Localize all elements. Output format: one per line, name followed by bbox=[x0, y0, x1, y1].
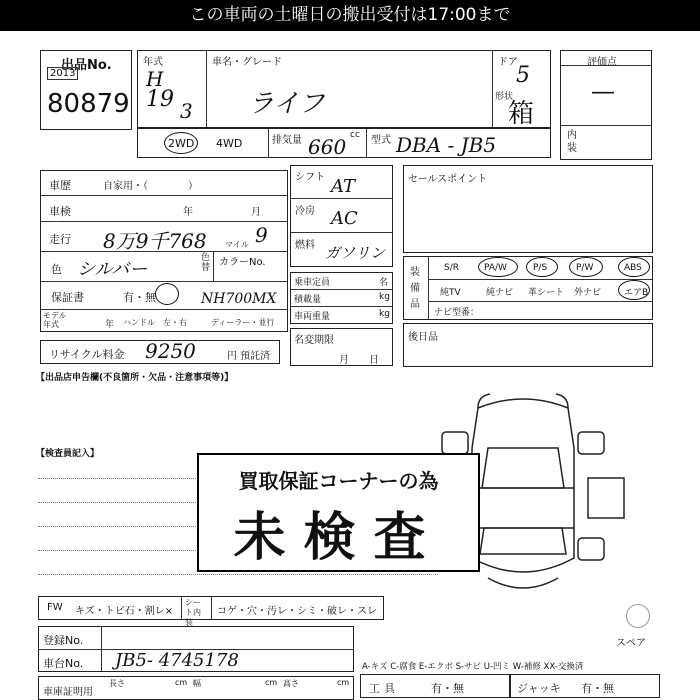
score-box bbox=[560, 50, 652, 160]
recycle-box bbox=[40, 340, 280, 364]
inspector-label: 【検査員記入】 bbox=[36, 449, 100, 459]
year-month: 3 bbox=[180, 99, 193, 123]
recycle-value: 9250 bbox=[145, 339, 196, 363]
tools-label: 工具 bbox=[369, 682, 399, 695]
shift-label: シフト bbox=[295, 172, 325, 183]
displacement-value: 660 bbox=[308, 135, 347, 159]
equip-abs-circle bbox=[618, 257, 650, 277]
equip-airbag: エアB bbox=[624, 288, 649, 298]
spare-tire-icon bbox=[626, 604, 650, 628]
equip-paw: PA/W bbox=[484, 263, 507, 273]
stamp-line2: 未検査 bbox=[233, 508, 444, 568]
doors-label: ドア bbox=[498, 57, 518, 68]
mech-box bbox=[290, 165, 393, 267]
shape-label: 形状 bbox=[495, 92, 514, 102]
color-change-label: 色替 bbox=[201, 253, 211, 273]
later-box bbox=[403, 323, 653, 367]
chassis-value: JB5- 4745178 bbox=[115, 650, 239, 671]
model-year-handle: ハンドル 左・右 bbox=[123, 318, 187, 327]
mileage-label: 走行 bbox=[49, 233, 71, 246]
equip-paw-circle bbox=[478, 257, 518, 277]
equip-navi-model: ナビ型番： bbox=[434, 308, 480, 318]
drive-4wd: 4WD bbox=[216, 137, 243, 150]
drive-2wd-circle bbox=[164, 132, 198, 154]
model-year-year: 年 bbox=[105, 320, 115, 330]
type-value: DBA - JB5 bbox=[396, 133, 497, 157]
load-label: 積載量 bbox=[294, 295, 322, 305]
year-era: H bbox=[146, 67, 164, 91]
displacement-cc: cc bbox=[350, 130, 360, 140]
recycle-unit: 円 預託済 bbox=[227, 351, 271, 362]
fuel-label: 燃料 bbox=[295, 240, 315, 251]
fuel-value: ガソリン bbox=[325, 244, 386, 262]
load-unit: kg bbox=[379, 292, 390, 302]
displacement-label: 排気量 bbox=[272, 135, 302, 146]
cert-height-cm: cm bbox=[337, 678, 350, 687]
cert-length-cm: cm bbox=[175, 678, 188, 687]
name-change-box bbox=[290, 328, 399, 366]
cert-box bbox=[38, 676, 354, 700]
spare-label: スペア bbox=[616, 638, 646, 649]
shape-value: 箱 bbox=[508, 99, 535, 129]
capacity-label: 乗車定員 bbox=[294, 278, 331, 288]
sales-label: セールスポイント bbox=[408, 174, 488, 185]
model-box bbox=[137, 50, 551, 128]
interior-label: 内装 bbox=[567, 130, 577, 154]
drive-box bbox=[137, 128, 551, 158]
tools-value: 有・無 bbox=[431, 682, 464, 695]
equip-leather: 革シート bbox=[528, 288, 565, 298]
cert-width-cm: cm bbox=[265, 678, 278, 687]
capacity-unit: 名 bbox=[379, 278, 389, 288]
drive-2wd: 2WD bbox=[168, 137, 195, 150]
equipment-label: 装備品 bbox=[410, 267, 420, 310]
seat-label: シート内装 bbox=[185, 598, 201, 627]
mileage-value: 8万9千768 bbox=[103, 229, 207, 253]
model-year-dealer: ディーラー・並行 bbox=[211, 318, 275, 327]
fw-label: FW bbox=[47, 602, 63, 613]
jack-value: 有・無 bbox=[581, 682, 614, 695]
equip-ps-circle bbox=[526, 257, 558, 277]
damage-codes-box bbox=[38, 596, 384, 627]
model-year-label: モデル年式 bbox=[43, 311, 67, 329]
equip-ext-navi: 外ナビ bbox=[574, 288, 602, 298]
recycle-label: リサイクル料金 bbox=[49, 348, 125, 361]
ac-label: 冷房 bbox=[295, 206, 315, 217]
color-no-label: カラーNo. bbox=[219, 257, 266, 268]
year-label: 年式 bbox=[143, 57, 163, 68]
mileage-unit: マイル bbox=[225, 240, 249, 249]
sales-box bbox=[403, 165, 653, 253]
chassis-label: 車台No. bbox=[43, 657, 84, 670]
name-change-unit: 月日 bbox=[339, 355, 399, 366]
inspection-year: 年 bbox=[183, 207, 193, 218]
model-name: ライフ bbox=[248, 89, 325, 119]
cert-label: 車庫証明用 bbox=[43, 687, 93, 698]
jack-label: ジャッキ bbox=[517, 682, 561, 695]
inspection-month: 月 bbox=[251, 207, 261, 218]
year-value: 19 bbox=[146, 87, 174, 112]
cert-height: 高さ bbox=[283, 679, 299, 688]
lot-number: 80879 bbox=[47, 89, 130, 119]
weight-label: 車両重量 bbox=[294, 312, 331, 322]
later-label: 後日品 bbox=[408, 332, 438, 343]
damage-legend: A-キズ C-腐食 E-エクボ S-サビ U-凹ミ W-補修 XX-交換済 bbox=[362, 662, 584, 672]
warranty-circle bbox=[155, 283, 179, 305]
mileage-suffix: 9 bbox=[255, 223, 268, 247]
uninspected-stamp bbox=[197, 453, 480, 572]
seat-codes: コゲ・穴・汚レ・シミ・破レ・スレ bbox=[217, 606, 377, 617]
inspection-label: 車検 bbox=[49, 205, 71, 218]
lot-box bbox=[40, 50, 132, 130]
doors-value: 5 bbox=[516, 63, 530, 88]
score-value: — bbox=[591, 77, 615, 105]
lot-year-tag: 2013 bbox=[47, 67, 78, 80]
cert-length: 長さ bbox=[109, 679, 125, 688]
exhibitor-label: 【出品店申告欄(不良箇所・欠品・注意事項等)】 bbox=[36, 373, 234, 383]
color-value: シルバー bbox=[77, 259, 148, 280]
ac-value: AC bbox=[331, 208, 358, 229]
equip-navi: 純ナビ bbox=[486, 288, 514, 298]
warranty-value: 有・無 bbox=[123, 291, 156, 304]
color-no-value: NH700MX bbox=[201, 291, 277, 307]
lot-label: 出品No. bbox=[61, 58, 112, 73]
specs-box bbox=[290, 272, 393, 324]
score-label: 評価点 bbox=[587, 57, 617, 68]
equip-abs: ABS bbox=[624, 263, 642, 273]
fw-codes: キズ・トビ石・割レ× bbox=[75, 606, 174, 617]
weight-unit: kg bbox=[379, 309, 390, 319]
history-label: 車歴 bbox=[49, 179, 71, 192]
cert-width: 幅 bbox=[193, 679, 201, 688]
equip-pw: P/W bbox=[576, 263, 594, 273]
warranty-label: 保証書 bbox=[51, 291, 84, 304]
equipment-box bbox=[403, 256, 653, 320]
type-label: 型式 bbox=[371, 135, 391, 146]
color-label: 色 bbox=[51, 263, 62, 276]
registration-label: 登録No. bbox=[43, 634, 84, 647]
equip-airbag-circle bbox=[618, 280, 650, 300]
equip-sr: S/R bbox=[444, 263, 459, 273]
name-change-label: 名変期限 bbox=[294, 335, 334, 346]
details-table bbox=[40, 170, 288, 332]
model-label: 車名・グレード bbox=[212, 57, 282, 68]
stamp-line1: 買取保証コーナーの為 bbox=[238, 469, 439, 493]
jack-box bbox=[510, 674, 660, 698]
history-value: 自家用・（ ） bbox=[103, 181, 198, 192]
equip-tv: 純TV bbox=[440, 288, 461, 298]
equip-pw-circle bbox=[569, 257, 603, 277]
registration-box bbox=[38, 626, 354, 672]
equip-ps: P/S bbox=[533, 263, 548, 273]
header-notice: この車両の土曜日の搬出受付は17:00まで bbox=[0, 0, 700, 31]
tools-box bbox=[360, 674, 510, 698]
shift-value: AT bbox=[331, 176, 356, 197]
